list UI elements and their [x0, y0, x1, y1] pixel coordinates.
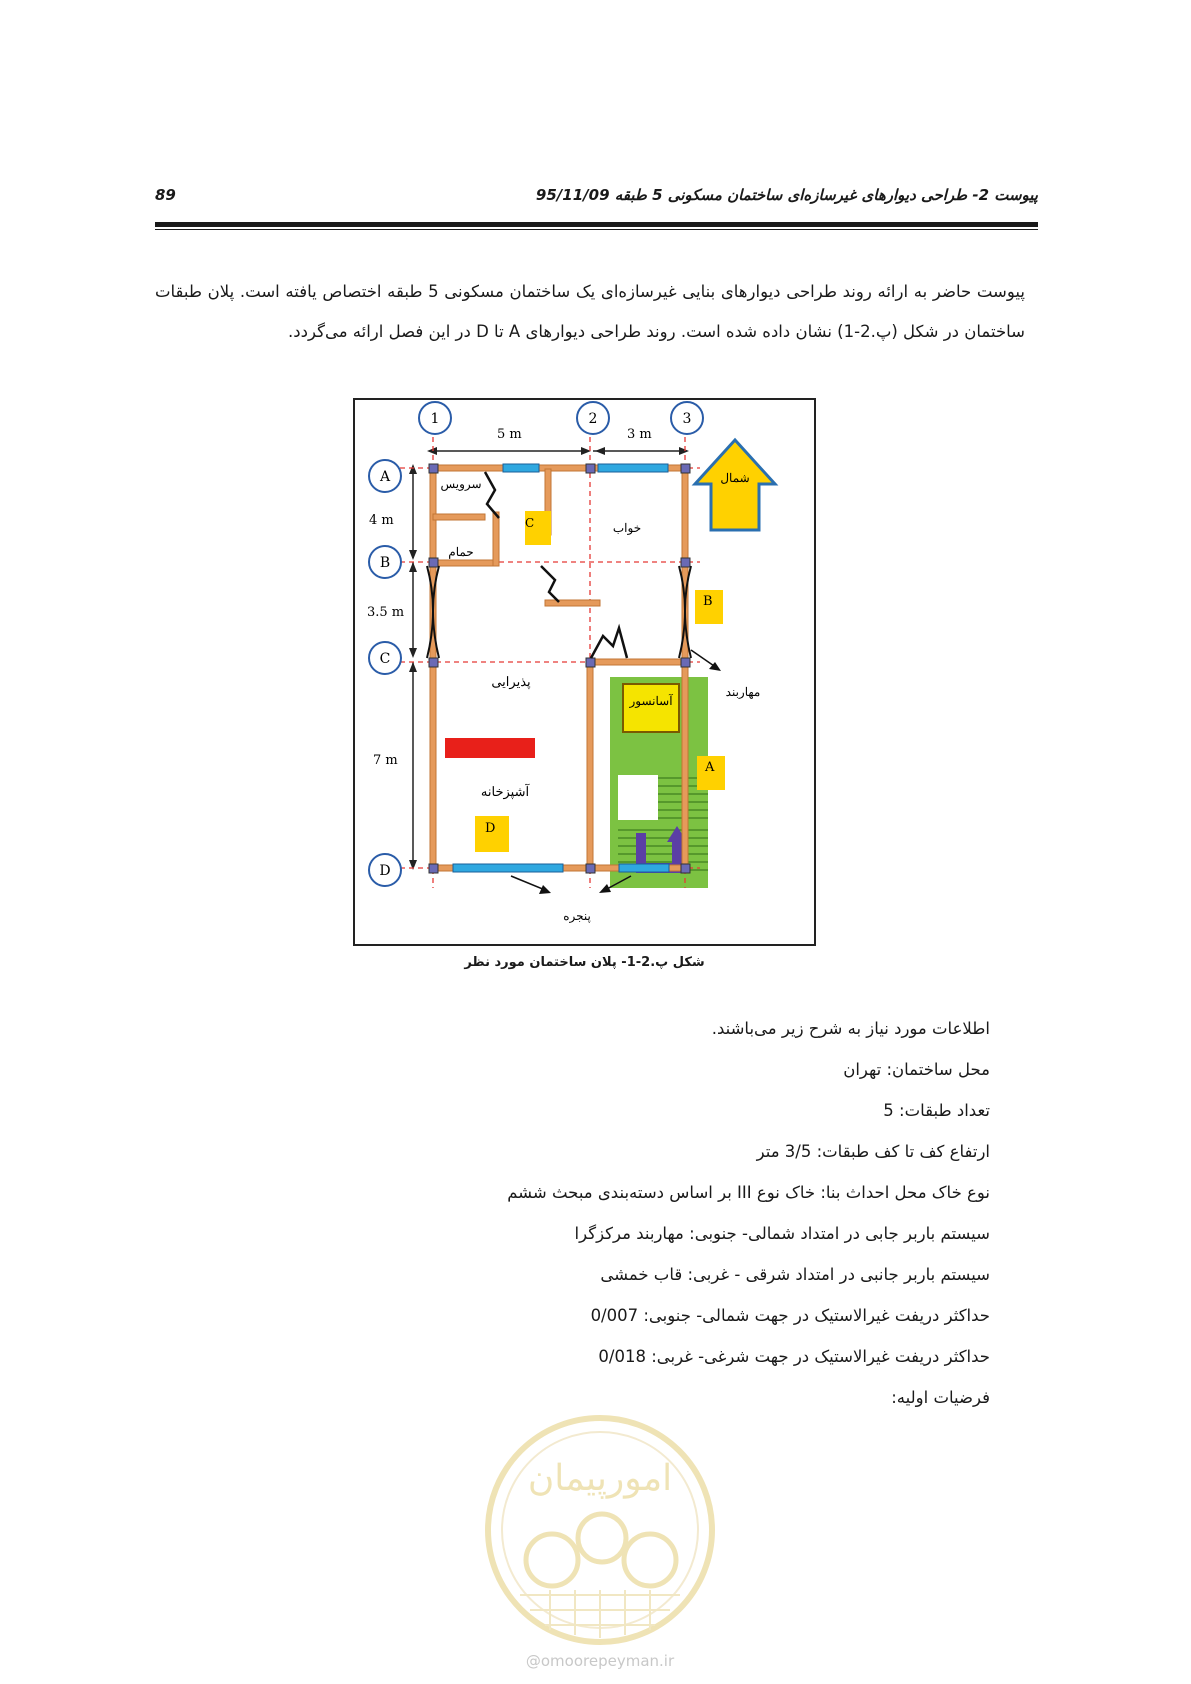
grid-bubble-c [369, 642, 401, 674]
dim-5m: 5 m [497, 427, 522, 442]
header-rule [155, 222, 1038, 227]
svg-text:D: D [379, 863, 391, 879]
bracing-marks [427, 566, 691, 658]
info-line: سیستم باربر جابی در امتداد شمالی- جنوبی: مهاربند مرکزگرا [574, 1224, 990, 1243]
page-number: 89 [155, 186, 176, 204]
window-label: پنجره [563, 909, 591, 923]
grid-bubble-b [369, 546, 401, 578]
grid-bubble-a [369, 460, 401, 492]
watermark-logo [480, 1410, 720, 1650]
room-reception: پذیرایی [491, 675, 531, 690]
building-plan-figure [353, 398, 816, 946]
info-line: سیستم باربر جانبی در امتداد شرقی - غربی: قاب خمشی [600, 1265, 990, 1284]
seal-icon [480, 1410, 720, 1650]
wall-tag-a: A [705, 760, 715, 775]
info-line: حداکثر دریفت غیرالاستیک در جهت شرغی- غربی: 0/018 [598, 1347, 990, 1366]
svg-text:C: C [379, 651, 391, 667]
dim-4m: 4 m [369, 513, 394, 528]
info-list [420, 1008, 990, 1418]
grid-bubble-3 [671, 402, 703, 434]
wall-tag-d: D [485, 821, 496, 836]
room-service: سرویس [440, 477, 482, 491]
svg-text:2: 2 [588, 411, 598, 427]
grid-bubble-2 [577, 402, 609, 434]
svg-text:امورپیمان: امورپیمان [527, 1458, 673, 1499]
grid-bubble-1 [419, 402, 451, 434]
info-line: اطلاعات مورد نیاز به شرح زیر می‌باشند. [711, 1019, 990, 1038]
grid-bubble-d [369, 854, 401, 886]
kitchen-counter [445, 738, 535, 758]
info-line: ارتفاع کف تا کف طبقات: 3/5 متر [756, 1142, 990, 1161]
info-line: محل ساختمان: تهران [843, 1060, 990, 1079]
dim-3m: 3 m [627, 427, 652, 442]
info-line: فرضیات اولیه: [891, 1388, 990, 1407]
bracing-label: مهاربند [725, 685, 761, 699]
svg-text:A: A [379, 469, 391, 485]
header-rule-thin [155, 229, 1038, 230]
info-line: حداکثر دریفت غیرالاستیک در جهت شمالی- جنوبی: 0/007 [590, 1306, 990, 1325]
wall-tag-b: B [703, 594, 713, 609]
north-arrow [695, 440, 775, 530]
svg-text:B: B [379, 555, 391, 571]
room-kitchen: آشپزخانه [480, 785, 530, 800]
page-header [155, 186, 1038, 216]
header-title: پیوست 2- طراحی دیوارهای غیرسازه‌ای ساختمان مسکونی 5 طبقه 95/11/09 [535, 186, 1038, 204]
dim-3-5m: 3.5 m [367, 605, 405, 620]
watermark-url: @omoorepeyman.ir [525, 1652, 675, 1670]
wall-tag-c: C [525, 516, 535, 530]
doors [485, 472, 627, 658]
room-bedroom: خواب [612, 521, 642, 535]
svg-text:1: 1 [430, 411, 440, 427]
elevator-label: آسانسور [629, 694, 673, 708]
figure-caption: شکل پ.2-1- پلان ساختمان مورد نظر [464, 955, 705, 970]
stair-void [618, 775, 658, 820]
info-line: تعداد طبقات: 5 [883, 1101, 990, 1120]
room-bath: حمام [448, 545, 474, 559]
svg-text:3: 3 [682, 411, 692, 427]
north-label: شمال [720, 471, 750, 485]
dim-7m: 7 m [373, 753, 398, 768]
info-line: نوع خاک محل احداث بنا: خاک نوع III بر اساس دسته‌بندی مبحث ششم [507, 1183, 990, 1202]
plan-drawing [355, 400, 814, 944]
elevator-box [623, 684, 679, 732]
intro-paragraph: پیوست حاضر به ارائه روند طراحی دیوارهای بنایی غیرسازه‌ای یک ساختمان مسکونی 5 طبقه اختصاص یافته است. پلان طبقات ساختمان در شکل (پ.2-1) نشان داده شده است. روند طراحی دیوارهای A تا D در این فصل ارائه می‌گردد. [155, 282, 1025, 341]
